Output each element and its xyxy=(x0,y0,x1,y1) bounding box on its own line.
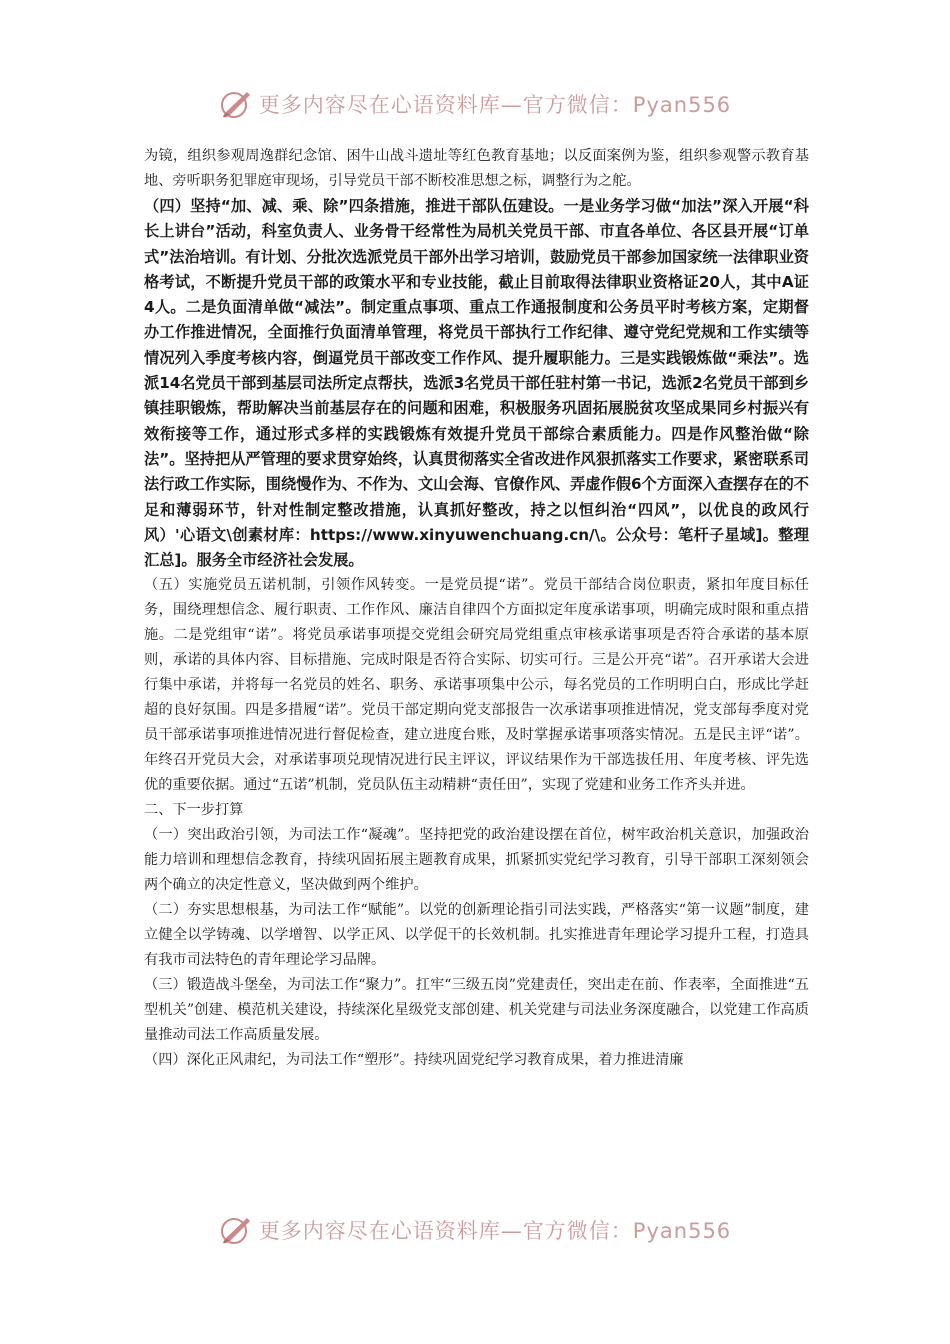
paragraph: （四）坚持“加、减、乘、除”四条措施，推进干部队伍建设。一是业务学习做“加法”深入开展“科长上讲台”活动，科室负责人、业务骨干经常性为局机关党员干部、市直各单位、各区县开展“订单式”法治培训。有计划、分批次选派党员干部外出学习培训，鼓励党员干部参加国家统一法律职业资格考试，不断提升党员干部的政策水平和专业技能，截止目前取得法律职业资格证20人，其中A证4人。二是负面清单做“减法”。制定重点事项、重点工作通报制度和公务员平时考核方案，定期督办工作推进情况，全面推行负面清单管理，将党员干部执行工作纪律、遵守党纪党规和工作实绩等情况列入季度考核内容，倒逼党员干部改变工作作风、提升履职能力。三是实践锻炼做“乘法”。选派14名党员干部到基层司法所定点帮扶，选派3名党员干部任驻村第一书记，选派2名党员干部到乡镇挂职锻炼，帮助解决当前基层存在的问题和困难，积极服务巩固拓展脱贫攻坚成果同乡村振兴有效衔接等工作，通过形式多样的实践锻炼有效提升党员干部综合素质能力。四是作风整治做“除法”。坚持把从严管理的要求贯穿始终，认真贯彻落实全省改进作风狠抓落实工作要求，紧密联系司法行政工作实际，围绕慢作为、不作为、文山会海、官僚作风、弄虚作假6个方面深入查摆存在的不足和薄弱环节，针对性制定整改措施，认真抓好整改，持之以恒纠治“四风”，以优良的政风行风）'心语文\创素材库：https://www.xinyuwenchuang.cn/\。公众号：笔杆子星域]。整理汇总]。服务全市经济社会发展。 xyxy=(144,197,809,570)
paragraph: （一）突出政治引领，为司法工作“凝魂”。坚持把党的政治建设摆在首位，树牢政治机关意识，加强政治能力培训和理想信念教育，持续巩固拓展主题教育成果，抓紧抓实党纪学习教育，引导干部职工深刻领会两个确立的决定性意义，坚决做到两个维护。 xyxy=(144,827,809,894)
document-body xyxy=(144,144,809,1073)
banner-text: 更多内容尽在心语资料库—官方微信：Pyan556 xyxy=(258,1219,732,1243)
section-heading: 二、下一步打算 xyxy=(144,802,244,819)
paragraph: （二）夯实思想根基，为司法工作“赋能”。以党的创新理论指引司法实践，严格落实“第一议题”制度，建立健全以学铸魂、以学增智、以学正风、以学促干的长效机制。扎实推进青年理论学习提升工程，打造具有我市司法特色的青年理论学习品牌。 xyxy=(144,902,809,969)
brush-pen-logo-icon xyxy=(219,1213,253,1247)
brush-pen-logo-icon xyxy=(219,87,253,121)
paragraph: （五）实施党员五诺机制，引领作风转变。一是党员提“诺”。党员干部结合岗位职责，紧扣年度目标任务，围绕理想信念、履行职责、工作作风、廉洁自律四个方面拟定年度承诺事项，明确完成时限和重点措施。二是党组审“诺”。将党员承诺事项提交党组会研究局党组重点审核承诺事项是否符合承诺的基本原则，承诺的具体内容、目标措施、完成时限是否符合实际、切实可行。三是公开亮“诺”。召开承诺大会进行集中承诺，并将每一名党员的姓名、职务、承诺事项集中公示，每名党员的工作明明白白，形成比学赶超的良好氛围。四是多措履“诺”。党员干部定期向党支部报告一次承诺事项推进情况，党支部每季度对党员干部承诺事项推进情况进行督促检查，建立进度台账，及时掌握承诺事项落实情况。五是民主评“诺”。年终召开党员大会，对承诺事项兑现情况进行民主评议，评议结果作为干部选拔任用、年度考核、评先选优的重要依据。通过“五诺”机制，党员队伍主动精耕“责任田”，实现了党建和业务工作齐头并进。 xyxy=(144,577,809,794)
banner-text: 更多内容尽在心语资料库—官方微信：Pyan556 xyxy=(258,93,732,117)
footer-banner xyxy=(0,1208,950,1252)
paragraph: 为镜，组织参观周逸群纪念馆、困牛山战斗遗址等红色教育基地；以反面案例为鉴，组织参观警示教育基地、旁听职务犯罪庭审现场，引导党员干部不断校准思想之标，调整行为之舵。 xyxy=(144,148,809,189)
header-banner xyxy=(0,82,950,126)
paragraph: （四）深化正风肃纪，为司法工作“塑形”。持续巩固党纪学习教育成果，着力推进清廉 xyxy=(144,1052,684,1069)
paragraph: （三）锻造战斗堡垒，为司法工作“聚力”。扛牢“三级五岗”党建责任，突出走在前、作表率，全面推进“五型机关”创建、模范机关建设，持续深化星级党支部创建、机关党建与司法业务深度融合，以党建工作高质量推动司法工作高质量发展。 xyxy=(144,977,809,1044)
